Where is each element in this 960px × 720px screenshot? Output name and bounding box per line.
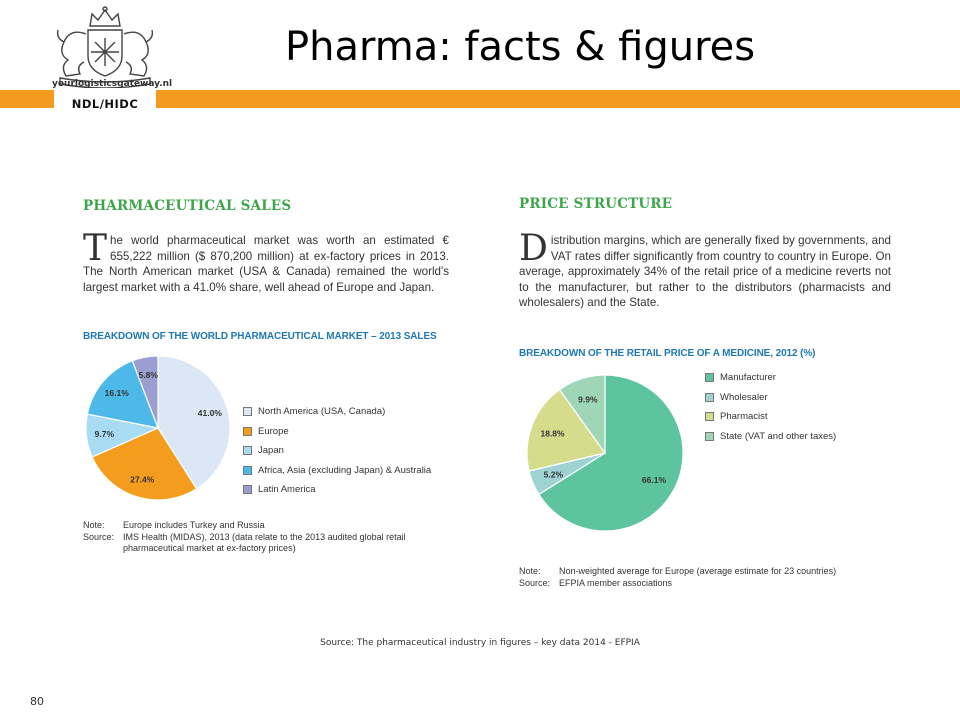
source-caption-text: Source: The pharmaceutical industry in figures – key data 2014 - EFPIA — [320, 638, 640, 648]
sales-dropcap: T — [83, 228, 108, 269]
legend-entry — [243, 441, 431, 461]
pie-data-label: 18.8% — [540, 428, 565, 439]
legend-label: Latin America — [258, 484, 316, 496]
legend-entry — [705, 407, 836, 427]
price-chart-heading: BREAKDOWN OF THE RETAIL PRICE OF A MEDICINE, 2012 (%) — [519, 348, 816, 359]
note-key: Note: — [83, 520, 105, 530]
orange-bar-left — [0, 90, 54, 108]
legend-entry — [705, 368, 836, 388]
source-text: EFPIA member associations — [559, 577, 673, 588]
sales-note-row — [83, 520, 453, 532]
legend-label: Europe — [258, 425, 289, 437]
price-dropcap: D — [519, 228, 548, 269]
logo-url-text: yourlogisticsgateway.nl — [52, 79, 173, 89]
sales-heading: PHARMACEUTICAL SALES — [83, 198, 292, 214]
note-key: Note: — [519, 566, 541, 576]
pie-data-label: 5.8% — [138, 369, 158, 380]
page-title: Pharma: facts & figures — [285, 24, 756, 70]
pie-data-label: 16.1% — [104, 388, 129, 399]
pie-data-label: 5.2% — [543, 469, 564, 480]
sales-paragraph — [83, 228, 449, 295]
legend-swatch — [705, 393, 714, 402]
orange-bar-right — [156, 90, 960, 108]
world-market-pie-chart — [83, 353, 233, 505]
legend-entry — [243, 480, 431, 500]
note-text: Europe includes Turkey and Russia — [123, 520, 265, 530]
pie-data-label: 27.4% — [130, 474, 155, 485]
legend-label: North America (USA, Canada) — [258, 406, 386, 418]
legend-label: Pharmacist — [720, 411, 768, 423]
sales-paragraph-text: he world pharmaceutical market was worth an estimated € 655,222 million ($ 870,200 million) at ex-factory prices in 2013. The North American market (USA & Canada) remained the world's largest market with a 41.0% share, well ahead of Europe and Japan. — [83, 234, 449, 294]
price-notes — [519, 566, 894, 589]
legend-label: State (VAT and other taxes) — [720, 430, 837, 442]
price-note-row — [519, 566, 894, 578]
logo-code-text: NDL/HIDC — [71, 97, 139, 111]
legend-swatch — [243, 466, 252, 475]
legend-entry — [243, 422, 431, 442]
legend-entry — [705, 388, 836, 408]
sales-legend — [243, 402, 431, 500]
note-text: Non-weighted average for Europe (average estimate for 23 countries) — [559, 566, 837, 576]
legend-swatch — [243, 446, 252, 455]
pie-data-label: 9.9% — [578, 394, 598, 405]
legend-swatch — [705, 432, 714, 441]
legend-entry — [243, 461, 431, 481]
legend-label: Manufacturer — [720, 372, 776, 384]
price-structure-panel — [519, 195, 894, 590]
sales-source-row — [83, 532, 453, 555]
legend-label: Wholesaler — [720, 391, 768, 403]
price-paragraph-text: istribution margins, which are generally fixed by governments, and VAT rates differ significantly from country to country in Europe. On average, approximately 34% of the retail price of a medicine reverts not to the manufacturer, but rather to the distributors (pharmacists and wholesalers) and the State. — [519, 234, 891, 310]
retail-price-pie-chart — [519, 371, 697, 535]
source-key: Source: — [83, 531, 115, 542]
price-legend — [705, 368, 836, 446]
legend-swatch — [705, 412, 714, 421]
legend-swatch — [243, 407, 252, 416]
price-heading: PRICE STRUCTURE — [519, 196, 673, 212]
pie-data-label: 9.7% — [94, 428, 115, 439]
legend-label: Japan — [258, 445, 284, 457]
pie-data-label: 66.1% — [641, 475, 667, 486]
price-paragraph — [519, 228, 891, 311]
price-source-row — [519, 578, 894, 590]
legend-swatch — [243, 427, 252, 436]
legend-entry — [705, 427, 836, 447]
pie-data-label: 41.0% — [197, 407, 222, 418]
legend-entry — [243, 402, 431, 422]
pharmaceutical-sales-panel — [83, 195, 453, 565]
sales-chart-heading: BREAKDOWN OF THE WORLD PHARMACEUTICAL MARKET – 2013 SALES — [83, 331, 437, 342]
source-text: IMS Health (MIDAS), 2013 (data relate to the 2013 audited global retail pharmaceutical market at ex-factory prices) — [123, 531, 406, 553]
source-caption — [0, 638, 960, 648]
page-number: 80 — [30, 695, 44, 708]
sales-notes — [83, 520, 453, 555]
source-key: Source: — [519, 577, 551, 588]
legend-swatch — [705, 373, 714, 382]
legend-label: Africa, Asia (excluding Japan) & Australia — [258, 464, 432, 476]
legend-swatch — [243, 485, 252, 494]
